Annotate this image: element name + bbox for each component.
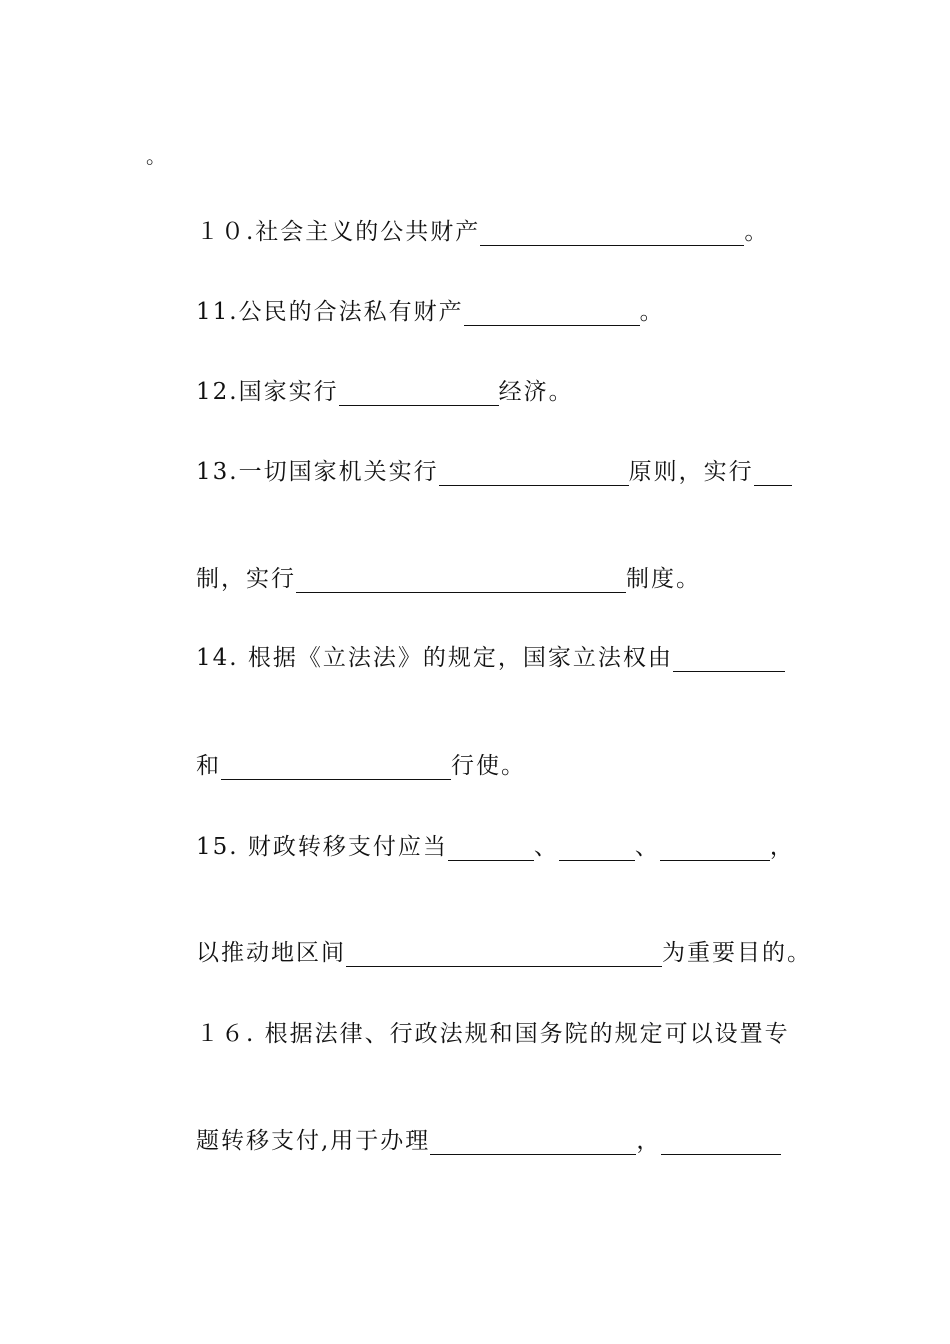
q12-blank[interactable] <box>339 379 499 406</box>
q13-blank-2[interactable] <box>754 459 792 486</box>
q15-sep-2: 、 <box>634 834 660 860</box>
q15-end: 为重要目的。 <box>662 940 812 966</box>
q14-end: 行使。 <box>451 753 526 779</box>
question-14 <box>196 636 785 672</box>
q14-text: 14. 根据《立法法》的规定，国家立法权由 <box>196 645 673 671</box>
q15-blank-4[interactable] <box>346 940 662 967</box>
q10-text: １０.社会主义的公共财产 <box>196 219 481 245</box>
q14-cont-text: 和 <box>196 753 221 779</box>
q11-blank[interactable] <box>464 299 640 326</box>
question-13 <box>196 450 792 486</box>
leading-punctuation: 。 <box>146 144 166 168</box>
q11-end: 。 <box>639 299 665 325</box>
q13-cont-text: 制，实行 <box>196 566 296 592</box>
q13-mid: 原则，实行 <box>628 459 754 485</box>
q16-blank-1[interactable] <box>430 1128 636 1155</box>
q15-sep-1: 、 <box>533 834 559 860</box>
q15-cont-text: 以推动地区间 <box>196 940 346 966</box>
question-16-cont <box>196 1119 781 1155</box>
q12-end: 经济。 <box>498 379 574 405</box>
q13-blank-1[interactable] <box>439 459 629 486</box>
q13-blank-3[interactable] <box>296 566 626 593</box>
q15-blank-2[interactable] <box>559 834 635 861</box>
q15-blank-1[interactable] <box>448 834 534 861</box>
q14-blank-1[interactable] <box>673 645 785 672</box>
q15-blank-3[interactable] <box>660 834 770 861</box>
q15-sep-3: ， <box>769 834 795 860</box>
q16-cont-text: 题转移支付,用于办理 <box>196 1128 431 1154</box>
q10-end: 。 <box>744 219 770 245</box>
q16-sep: ， <box>636 1128 662 1154</box>
question-14-cont <box>196 744 526 780</box>
q13-end: 制度。 <box>626 566 701 592</box>
q15-text: 15. 财政转移支付应当 <box>196 834 448 860</box>
question-12 <box>196 370 574 406</box>
question-11 <box>196 290 665 326</box>
question-16 <box>196 1012 790 1048</box>
q10-blank[interactable] <box>480 219 744 246</box>
question-13-cont <box>196 557 701 593</box>
q14-blank-2[interactable] <box>221 753 451 780</box>
question-15-cont <box>196 931 812 967</box>
q12-text: 12.国家实行 <box>196 379 339 405</box>
question-15 <box>196 825 795 861</box>
q16-blank-2[interactable] <box>661 1128 781 1155</box>
q16-text: １６. 根据法律、行政法规和国务院的规定可以设置专 <box>196 1021 790 1047</box>
q11-text: 11.公民的合法私有财产 <box>196 299 464 325</box>
q13-text: 13.一切国家机关实行 <box>196 459 439 485</box>
question-10 <box>196 210 769 246</box>
